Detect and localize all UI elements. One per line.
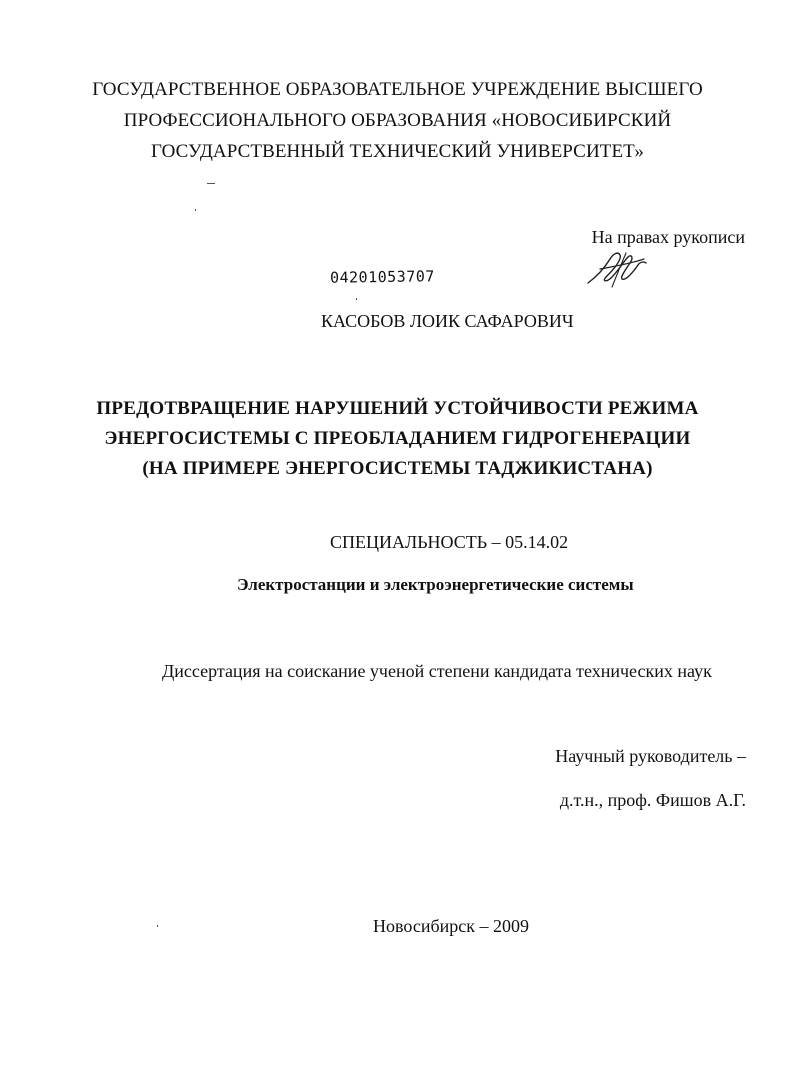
signature-icon [582,247,650,291]
stamp-number: 04201053707 [329,267,435,287]
title-line-2: ЭНЕРГОСИСТЕМЫ С ПРЕОБЛАДАНИЕМ ГИДРОГЕНЕРАЦИИ [104,428,691,449]
title-line-1: ПРЕДОТВРАЩЕНИЕ НАРУШЕНИЙ УСТОЙЧИВОСТИ РЕЖИМА [96,398,699,419]
scan-speck [207,183,215,184]
specialty-name: Электростанции и электроэнергетические системы [237,575,634,594]
institution-line-1: ГОСУДАРСТВЕННОЕ ОБРАЗОВАТЕЛЬНОЕ УЧРЕЖДЕНИЕ ВЫСШЕГО [92,79,703,100]
scan-speck [157,925,158,927]
institution-line-2: ПРОФЕССИОНАЛЬНОГО ОБРАЗОВАНИЯ «НОВОСИБИРСКИЙ [123,110,672,131]
title-line-3: (НА ПРИМЕРЕ ЭНЕРГОСИСТЕМЫ ТАДЖИКИСТАНА) [142,458,653,479]
degree-statement: Диссертация на соискание ученой степени кандидата технических наук [162,661,712,681]
institution-line-3: ГОСУДАРСТВЕННЫЙ ТЕХНИЧЕСКИЙ УНИВЕРСИТЕТ» [151,141,644,162]
place-year: Новосибирск – 2009 [373,916,529,936]
scan-speck [356,298,357,300]
supervisor-label: Научный руководитель – [555,746,746,766]
specialty-label: СПЕЦИАЛЬНОСТЬ – 05.14.02 [330,532,569,552]
author-name: КАСОБОВ ЛОИК САФАРОВИЧ [321,311,574,331]
scan-speck [195,209,196,211]
manuscript-note: На правах рукописи [591,227,745,247]
supervisor-name: д.т.н., проф. Фишов А.Г. [559,790,746,810]
